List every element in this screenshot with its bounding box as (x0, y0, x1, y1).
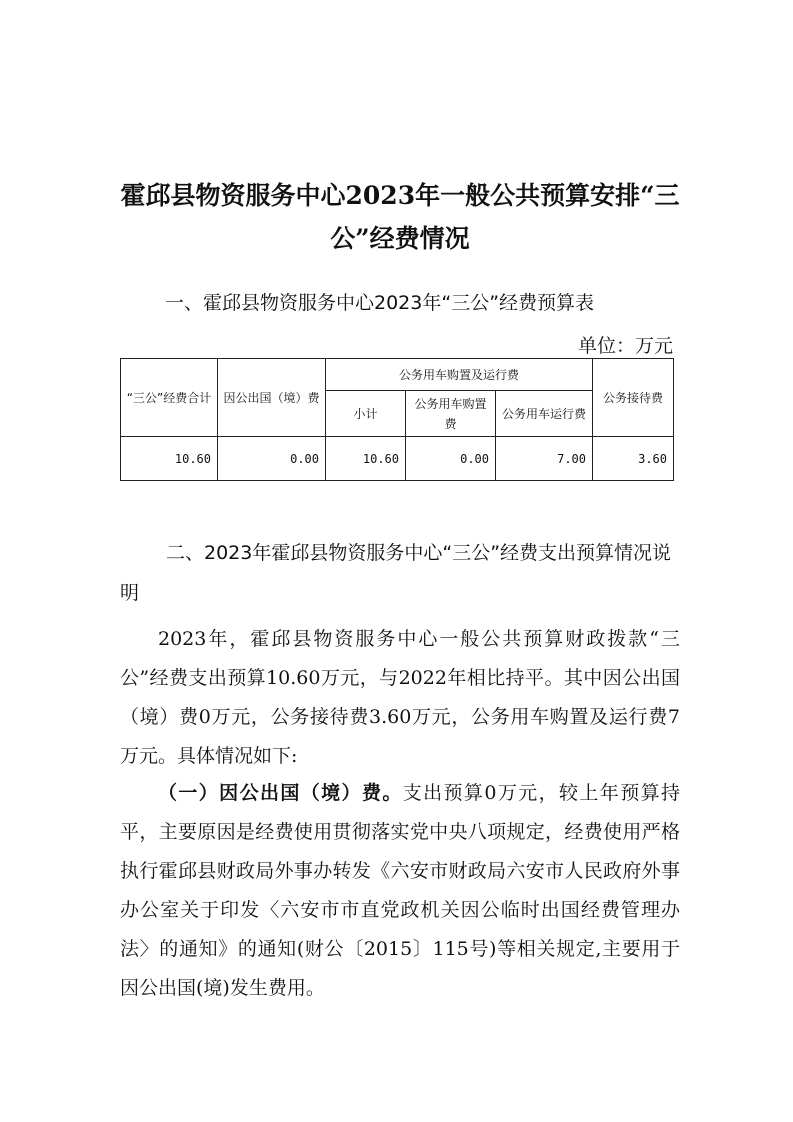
paragraph-lead: （一）因公出国（境）费。 (158, 782, 403, 804)
paragraph-summary: 2023年，霍邱县物资服务中心一般公共预算财政拨款“三公”经费支出预算10.60万元，与2022年相比持平。其中因公出国（境）费0万元，公务接待费3.60万元，公务用车购置及运行费7万元。具体情况如下: (120, 628, 680, 767)
cell-subtotal: 10.60 (326, 437, 406, 481)
page-title: 霍邱县物资服务中心2023年一般公共预算安排“三公”经费情况 (120, 181, 680, 253)
cell-reception: 3.60 (593, 437, 674, 481)
header-vehicle-operation: 公务用车运行费 (496, 391, 593, 437)
paragraph-body: 支出预算0万元，较上年预算持平，主要原因是经费使用贯彻落实党中央八项规定，经费使用严格执行霍邱县财政局外事办转发《六安市财政局六安市人民政府外事办公室关于印发〈六安市市直党政机关因公临时出国经费管理办法〉的通知》的通知(财公〔2015〕115号)等相关规定,主要用于因公出国(境)发生费用。 (120, 782, 680, 999)
table-header-row (121, 359, 674, 391)
section-heading-2: 二、2023年霍邱县物资服务中心“三公”经费支出预算情况说明 (120, 542, 672, 604)
header-vehicle-group: 公务用车购置及运行费 (326, 359, 593, 391)
budget-table (120, 358, 674, 481)
header-subtotal: 小计 (326, 391, 406, 437)
header-vehicle-purchase: 公务用车购置费 (406, 391, 496, 437)
unit-label: 单位：万元 (577, 335, 673, 357)
header-abroad: 因公出国（境）费 (218, 359, 326, 437)
cell-vehicle-purchase: 0.00 (406, 437, 496, 481)
header-total: “三公”经费合计 (121, 359, 218, 437)
cell-vehicle-operation: 7.00 (496, 437, 593, 481)
cell-total: 10.60 (121, 437, 218, 481)
cell-abroad: 0.00 (218, 437, 326, 481)
section-heading-1: 一、霍邱县物资服务中心2023年“三公”经费预算表 (165, 292, 595, 314)
table-row (121, 437, 674, 481)
header-reception: 公务接待费 (593, 359, 674, 437)
paragraph-abroad-expense (120, 774, 680, 1008)
